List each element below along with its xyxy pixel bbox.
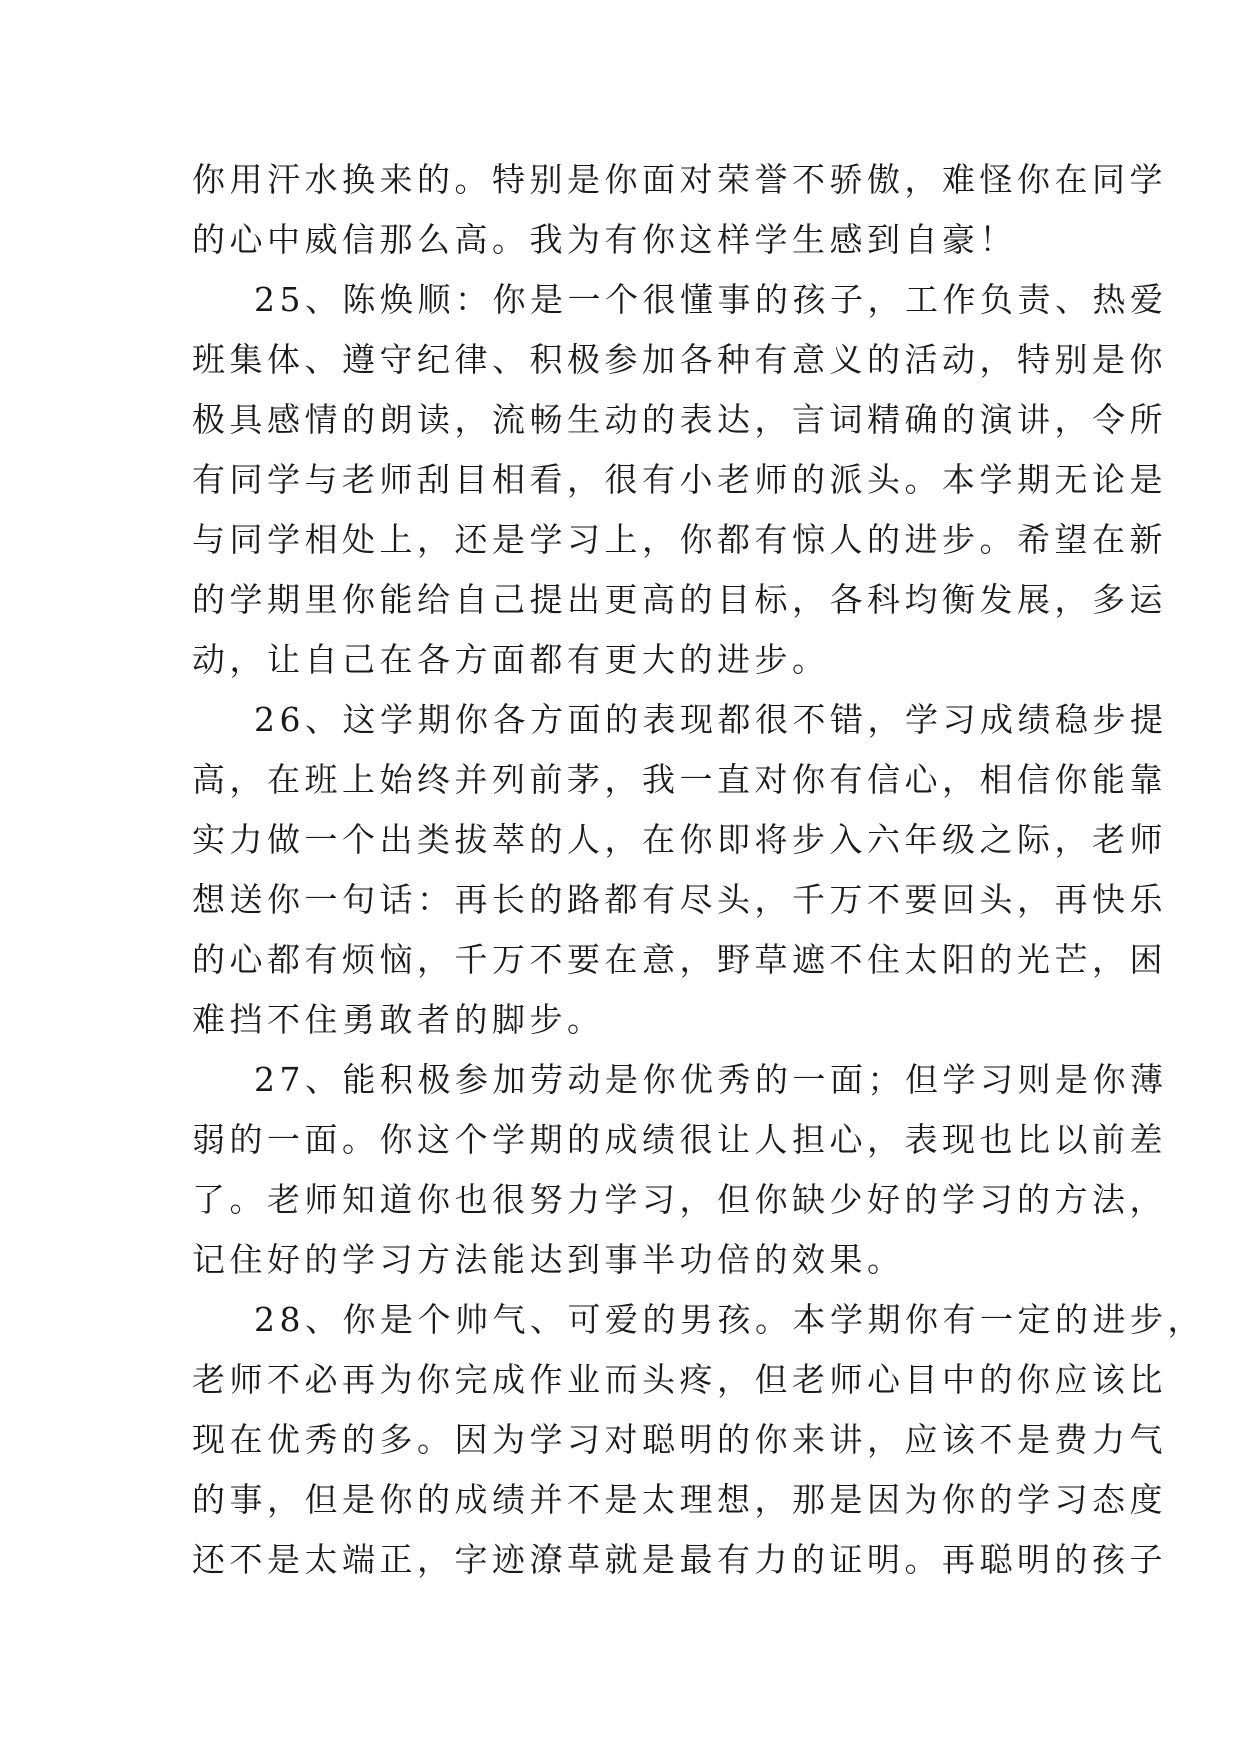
- text-line: 有同学与老师刮目相看，很有小老师的派头。本学期无论是: [192, 460, 1167, 499]
- text-line: 了。老师知道你也很努力学习，但你缺少好的学习的方法，: [192, 1180, 1167, 1219]
- paragraph-start-line: 25、陈焕顺：你是一个很懂事的孩子，工作负责、热爱: [254, 280, 1168, 319]
- document-page: [192, 150, 1205, 1590]
- paragraph-start-line: 26、这学期你各方面的表现都很不错，学习成绩稳步提: [254, 700, 1168, 739]
- text-line: 的事，但是你的成绩并不是太理想，那是因为你的学习态度: [192, 1480, 1167, 1519]
- text-line: 的心中威信那么高。我为有你这样学生感到自豪！: [192, 220, 1017, 259]
- text-line: 的心都有烦恼，千万不要在意，野草遮不住太阳的光芒，困: [192, 940, 1167, 979]
- text-line: 的学期里你能给自己提出更高的目标，各科均衡发展，多运: [192, 580, 1167, 619]
- text-line: 想送你一句话：再长的路都有尽头，千万不要回头，再快乐: [192, 880, 1167, 919]
- paragraph-start-line: 27、能积极参加劳动是你优秀的一面；但学习则是你薄: [254, 1060, 1168, 1099]
- text-line: 实力做一个出类拔萃的人，在你即将步入六年级之际，老师: [192, 820, 1167, 859]
- text-line: 难挡不住勇敢者的脚步。: [192, 1000, 605, 1039]
- text-line: 现在优秀的多。因为学习对聪明的你来讲，应该不是费力气: [192, 1420, 1167, 1459]
- text-line: 还不是太端正，字迹潦草就是最有力的证明。再聪明的孩子: [192, 1540, 1167, 1579]
- text-line: 极具感情的朗读，流畅生动的表达，言词精确的演讲，令所: [192, 400, 1167, 439]
- text-line: 你用汗水换来的。特别是你面对荣誉不骄傲，难怪你在同学: [192, 160, 1167, 199]
- text-line: 高，在班上始终并列前茅，我一直对你有信心，相信你能靠: [192, 760, 1167, 799]
- text-line: 班集体、遵守纪律、积极参加各种有意义的活动，特别是你: [192, 340, 1167, 379]
- text-line: 动，让自己在各方面都有更大的进步。: [192, 640, 830, 679]
- text-line: 老师不必再为你完成作业而头疼，但老师心目中的你应该比: [192, 1360, 1167, 1399]
- text-line: 记住好的学习方法能达到事半功倍的效果。: [192, 1240, 905, 1279]
- text-line: 弱的一面。你这个学期的成绩很让人担心，表现也比以前差: [192, 1120, 1167, 1159]
- paragraph-start-line: 28、你是个帅气、可爱的男孩。本学期你有一定的进步，: [254, 1300, 1205, 1339]
- text-line: 与同学相处上，还是学习上，你都有惊人的进步。希望在新: [192, 520, 1167, 559]
